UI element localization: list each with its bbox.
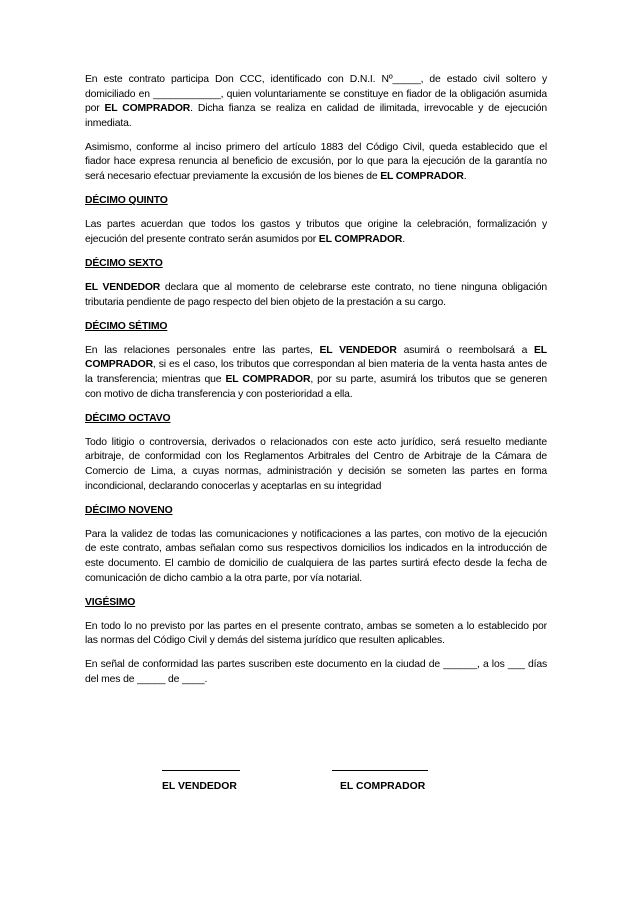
- buyer-ref: EL COMPRADOR: [318, 233, 403, 245]
- buyer-signature: [332, 770, 428, 792]
- buyer-ref: EL COMPRADOR: [85, 344, 548, 371]
- signature-line: [162, 770, 240, 771]
- excusion-clause: [85, 141, 547, 185]
- buyer-ref: EL COMPRADOR: [104, 103, 191, 115]
- text: . Dicha fianza se realiza en calidad de ilimitada, irrevocable y de ejecución inmediata.: [85, 103, 547, 129]
- buyer-ref: EL COMPRADOR: [225, 374, 311, 385]
- text: Asimismo, conforme al inciso primero del artículo 1883 del Código Civil, queda establecido que el fiador hace expresa renuncia al beneficio de excusión, por lo que para la ejecución de la garantía no será necesario efectuar previamente la excusión de los bienes de: [85, 141, 547, 183]
- signature-line: [332, 770, 428, 771]
- contract-document: [85, 73, 547, 697]
- expenses-clause: [85, 218, 547, 247]
- text: .: [402, 233, 405, 245]
- buyer-signature-label: EL COMPRADOR: [340, 781, 426, 792]
- text: Las partes acuerdan que todos los gastos y tributos que origine la celebración, formalización y ejecución del presente contrato serán asumidos por: [85, 219, 547, 245]
- buyer-ref: EL COMPRADOR: [380, 171, 464, 183]
- arbitration-clause: Todo litigio o controversia, derivados o relacionados con este acto jurídico, será resuelto mediante arbitraje, de conformidad con los Reglamentos Arbitrales del Centro de Arbitraje de la Cámara de Comercio de Lima, a cuyas normas, administración y decisión se someten las partes en forma incondicional, declarando conocerlas y aceptarlas en su integridad: [85, 436, 547, 492]
- text: asumirá o reembolsará a: [396, 344, 535, 356]
- heading-decimo-octavo: DÉCIMO OCTAVO: [85, 412, 171, 424]
- heading-decimo-noveno: DÉCIMO NOVENO: [85, 504, 173, 516]
- seller-signature: [162, 770, 240, 792]
- heading-decimo-setimo: DÉCIMO SÉTIMO: [85, 320, 168, 332]
- seller-ref: EL VENDEDOR: [85, 282, 161, 294]
- text: declara que al momento de celebrarse este contrato, no tiene ninguna obligación tributaria pendiente de pago respecto del bien objeto de la prestación a su cargo.: [85, 282, 548, 308]
- text: .: [463, 171, 467, 183]
- text: En este contrato participa Don CCC, identificado con D.N.I. Nº_____, de estado civil soltero y domiciliado en ____________, quien voluntariamente se constituye en fiador de la obligación asumida por: [85, 74, 547, 115]
- tax-relations-clause: [85, 344, 547, 402]
- seller-tax-clause: [85, 281, 547, 310]
- text: , si es el caso, los tributos que correspondan al bien materia de la venta hasta antes de la transferencia; mientras que: [85, 359, 547, 385]
- seller-ref: EL VENDEDOR: [319, 344, 397, 356]
- heading-decimo-sexto: DÉCIMO SEXTO: [85, 257, 163, 269]
- guarantor-clause: [85, 73, 547, 131]
- text: , por su parte, asumirá los tributos que se generen con motivo de dicha transferencia y con posterioridad a ella.: [85, 374, 547, 400]
- signature-block: [0, 770, 638, 810]
- civil-code-clause: En todo lo no previsto por las partes en el presente contrato, ambas se someten a lo establecido por las normas del Código Civil y demás del sistema jurídico que resulten aplicables.: [85, 620, 547, 647]
- notifications-clause: Para la validez de todas las comunicaciones y notificaciones a las partes, con motivo de la ejecución de este contrato, ambas señalan como sus respectivos domicilios los indicados en la introducción de este documento. El cambio de domicilio de cualquiera de las partes surtirá efecto desde la fecha de comunicación de dicho cambio a la otra parte, por vía notarial.: [85, 528, 547, 584]
- seller-signature-label: EL VENDEDOR: [162, 781, 237, 792]
- heading-vigesimo: VIGÉSIMO: [85, 596, 136, 608]
- heading-decimo-quinto: DÉCIMO QUINTO: [85, 195, 168, 207]
- conformity-clause: En señal de conformidad las partes suscriben este documento en la ciudad de ______, a los ___ días del mes de _____ de ____.: [85, 659, 547, 685]
- text: En las relaciones personales entre las partes,: [85, 344, 320, 356]
